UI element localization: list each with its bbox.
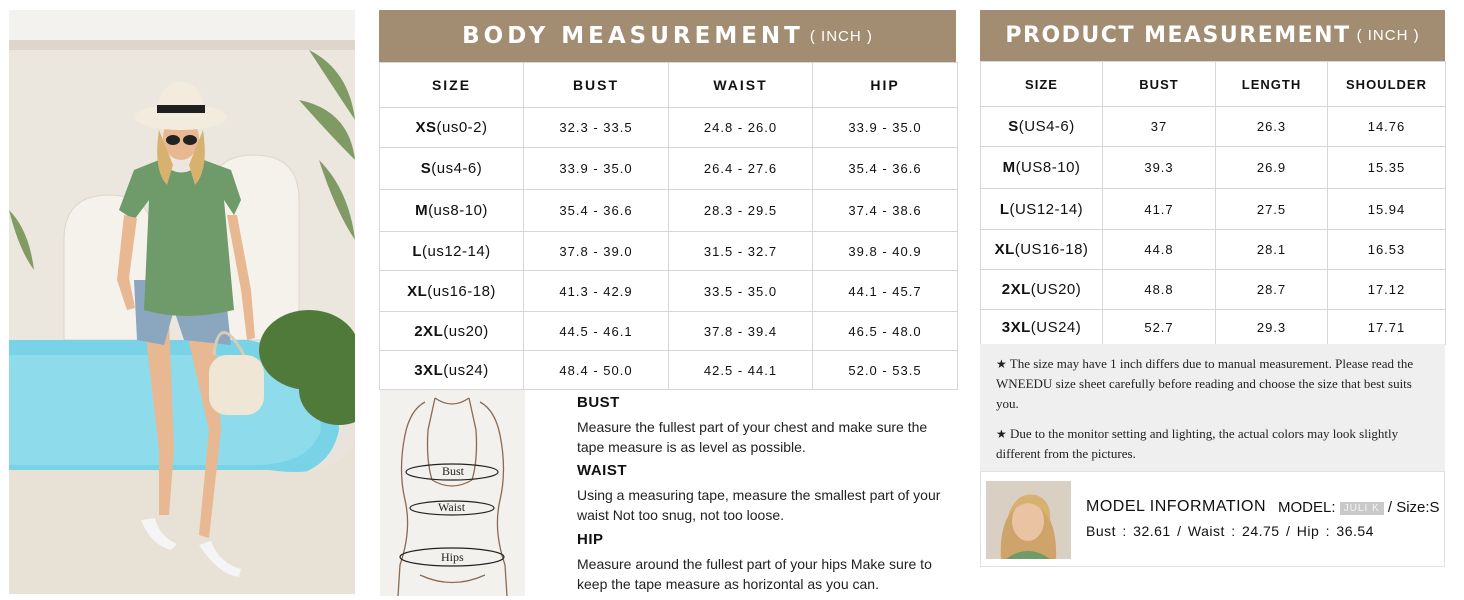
model-name: JULI K [1340, 502, 1384, 515]
star-icon: ★ [996, 357, 1007, 371]
size-cell: 2XL(us20) [380, 312, 524, 351]
waist-guide [577, 462, 947, 525]
bust-cell: 33.9 - 35.0 [524, 148, 669, 190]
table-row [380, 108, 958, 148]
body-measurement-unit: ( INCH ) [809, 27, 873, 45]
product-photo [9, 10, 355, 594]
size-cell: M(US8-10) [981, 147, 1103, 189]
hip-cell: 44.1 - 45.7 [813, 271, 958, 312]
table-row [981, 310, 1446, 345]
size-cell: 2XL(US20) [981, 270, 1103, 310]
note-colors: ★ Due to the monitor setting and lighting, the actual colors may look slightly different from the pictures. [996, 426, 1399, 461]
waist-diagram-label: Waist [438, 500, 466, 514]
star-icon: ★ [996, 427, 1007, 441]
size-notes [980, 344, 1445, 471]
shoulder-cell: 17.71 [1328, 310, 1446, 345]
hips-diagram-label: Hips [441, 550, 464, 564]
size-cell: XS(us0-2) [380, 108, 524, 148]
length-cell: 27.5 [1216, 189, 1328, 230]
column-header-bust: BUST [524, 63, 669, 108]
model-name-line [1278, 499, 1440, 516]
body-measuring-diagram [380, 390, 525, 596]
column-header-shoulder: SHOULDER [1328, 62, 1446, 107]
length-cell: 29.3 [1216, 310, 1328, 345]
hip-cell: 33.9 - 35.0 [813, 108, 958, 148]
table-row [380, 190, 958, 232]
hip-guide-title: HIP [577, 531, 604, 548]
size-cell: S(us4-6) [380, 148, 524, 190]
model-stats: Bust : 32.61 / Waist : 24.75 / Hip : 36.54 [1086, 523, 1374, 539]
length-cell: 26.9 [1216, 147, 1328, 189]
model-label: MODEL: [1278, 499, 1336, 516]
product-measurement-unit: ( INCH ) [1356, 27, 1420, 44]
hip-cell: 35.4 - 36.6 [813, 148, 958, 190]
hip-guide-text: Measure around the fullest part of your hips Make sure to keep the tape measure as horizontal as you can. [577, 556, 932, 592]
column-header-size: SIZE [380, 63, 524, 108]
waist-guide-title: WAIST [577, 462, 627, 479]
table-row [981, 230, 1446, 270]
table-row [380, 232, 958, 271]
model-avatar [986, 481, 1071, 559]
product-measurement-table [980, 61, 1446, 345]
bust-cell: 44.8 [1103, 230, 1216, 270]
note-measurement: ★ The size may have 1 inch differs due to manual measurement. Please read the WNEEDU size sheet carefully before reading and choose the size that best suits you. [996, 356, 1414, 411]
bust-guide-title: BUST [577, 394, 620, 411]
waist-cell: 31.5 - 32.7 [669, 232, 813, 271]
bust-cell: 37 [1103, 107, 1216, 147]
waist-cell: 28.3 - 29.5 [669, 190, 813, 232]
waist-cell: 26.4 - 27.6 [669, 148, 813, 190]
column-header-waist: WAIST [669, 63, 813, 108]
model-information [980, 471, 1445, 567]
table-row [981, 147, 1446, 189]
bust-cell: 48.4 - 50.0 [524, 351, 669, 390]
model-info-title: MODEL INFORMATION [1086, 498, 1267, 515]
body-measurement-title: BODY MEASUREMENT [462, 23, 804, 49]
shoulder-cell: 15.94 [1328, 189, 1446, 230]
bust-cell: 32.3 - 33.5 [524, 108, 669, 148]
size-cell: 3XL(us24) [380, 351, 524, 390]
size-cell: XL(us16-18) [380, 271, 524, 312]
table-row [380, 271, 958, 312]
hip-cell: 39.8 - 40.9 [813, 232, 958, 271]
size-cell: S(US4-6) [981, 107, 1103, 147]
bust-cell: 52.7 [1103, 310, 1216, 345]
bust-guide-text: Measure the fullest part of your chest and make sure the tape measure is as level as possible. [577, 419, 928, 455]
product-measurement-title: PRODUCT MEASUREMENT [1005, 23, 1351, 48]
waist-cell: 42.5 - 44.1 [669, 351, 813, 390]
column-header-hip: HIP [813, 63, 958, 108]
table-row [380, 351, 958, 390]
bust-cell: 39.3 [1103, 147, 1216, 189]
shoulder-cell: 14.76 [1328, 107, 1446, 147]
size-cell: M(us8-10) [380, 190, 524, 232]
hip-guide [577, 531, 947, 594]
column-header-bust: BUST [1103, 62, 1216, 107]
hip-cell: 37.4 - 38.6 [813, 190, 958, 232]
table-row [981, 189, 1446, 230]
bust-guide [577, 394, 947, 457]
table-row [380, 312, 958, 351]
waist-cell: 37.8 - 39.4 [669, 312, 813, 351]
waist-guide-text: Using a measuring tape, measure the smallest part of your waist Not too snug, not too loose. [577, 487, 941, 523]
shoulder-cell: 16.53 [1328, 230, 1446, 270]
table-header-row [981, 62, 1446, 107]
bust-cell: 37.8 - 39.0 [524, 232, 669, 271]
bust-cell: 41.7 [1103, 189, 1216, 230]
shoulder-cell: 15.35 [1328, 147, 1446, 189]
hip-cell: 52.0 - 53.5 [813, 351, 958, 390]
bust-diagram-label: Bust [442, 464, 465, 478]
shoulder-cell: 17.12 [1328, 270, 1446, 310]
size-cell: L(us12-14) [380, 232, 524, 271]
length-cell: 28.7 [1216, 270, 1328, 310]
table-row [981, 270, 1446, 310]
product-measurement-header [980, 10, 1445, 61]
size-cell: XL(US16-18) [981, 230, 1103, 270]
size-cell: L(US12-14) [981, 189, 1103, 230]
waist-cell: 24.8 - 26.0 [669, 108, 813, 148]
table-row [981, 107, 1446, 147]
column-header-size: SIZE [981, 62, 1103, 107]
bust-cell: 41.3 - 42.9 [524, 271, 669, 312]
hip-cell: 46.5 - 48.0 [813, 312, 958, 351]
waist-cell: 33.5 - 35.0 [669, 271, 813, 312]
bust-cell: 35.4 - 36.6 [524, 190, 669, 232]
size-cell: 3XL(US24) [981, 310, 1103, 345]
model-size: / Size:S [1387, 499, 1440, 516]
body-measurement-table [379, 62, 958, 390]
length-cell: 26.3 [1216, 107, 1328, 147]
length-cell: 28.1 [1216, 230, 1328, 270]
bust-cell: 48.8 [1103, 270, 1216, 310]
column-header-length: LENGTH [1216, 62, 1328, 107]
table-row [380, 148, 958, 190]
bust-cell: 44.5 - 46.1 [524, 312, 669, 351]
table-header-row [380, 63, 958, 108]
body-measurement-header [379, 10, 956, 62]
